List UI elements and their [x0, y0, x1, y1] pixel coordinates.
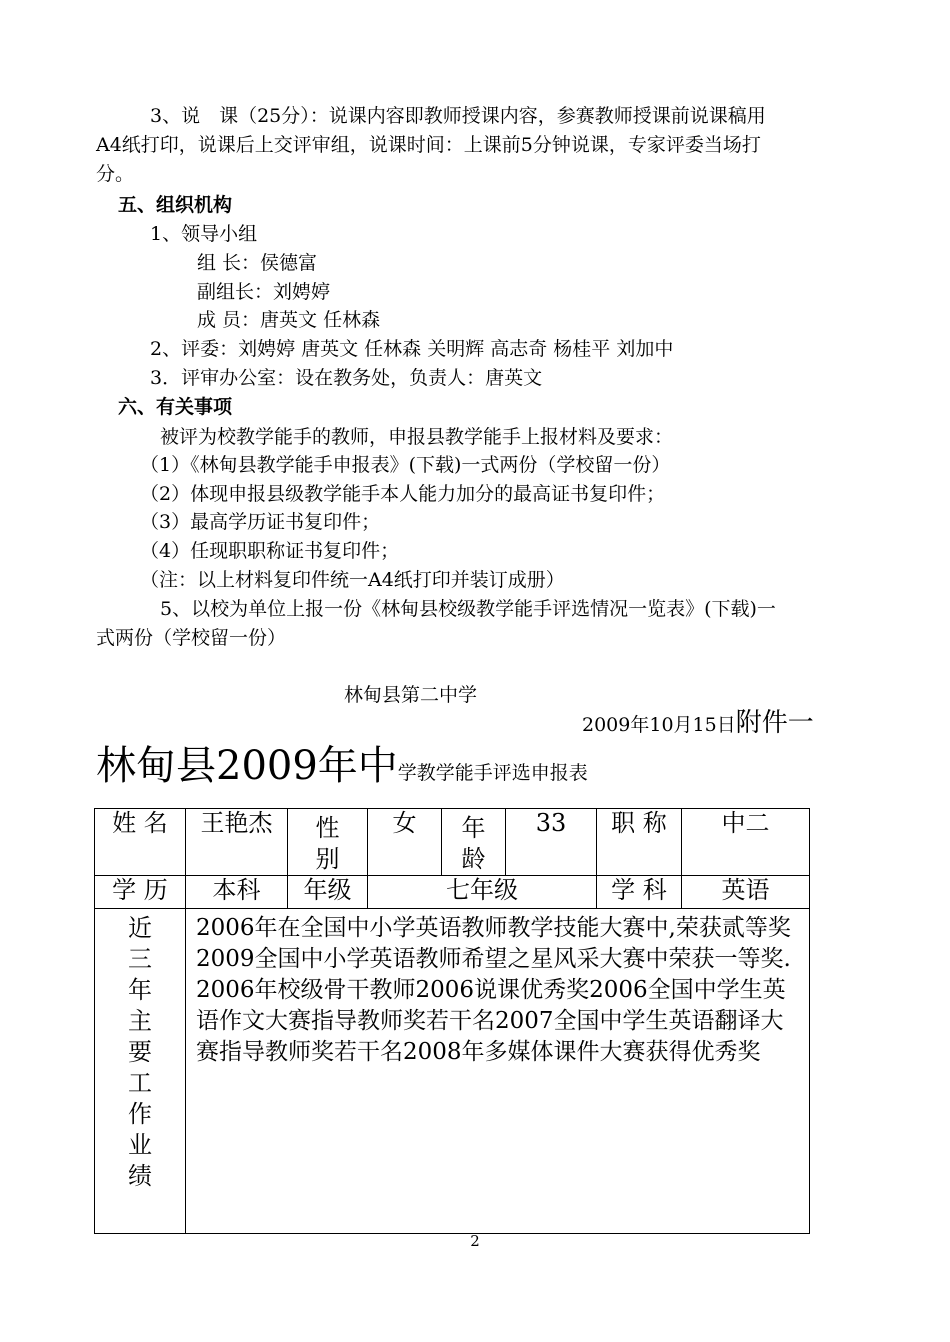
body-line-7: 副组长：刘娉婷 — [197, 281, 331, 303]
attachment-label: 附件一 — [735, 708, 814, 738]
achievements-value: 2006年在全国中小学英语教师教学技能大赛中,荣获贰等奖2009全国中小学英语教师希望之星风采大赛中荣获一等奖.2006年校级骨干教师2006说课优秀奖2006全国中学生英语作文大赛指导教师奖若干名2007全国中学生英语翻译大赛指导教师奖若干名2008年多媒体课件大赛获得优秀奖 — [186, 909, 810, 1234]
edu-label: 学 历 — [95, 876, 186, 909]
subject-value: 英语 — [682, 876, 810, 909]
grade-value: 七年级 — [368, 876, 597, 909]
signature-date-line — [582, 708, 814, 740]
body-line-2: A4纸打印，说课后上交评审组，说课时间：上课前5分钟说课，专家评委当场打 — [96, 134, 761, 156]
gender-label: 性别 — [315, 814, 340, 873]
section-heading-6: 六、有关事项 — [118, 396, 233, 418]
form-title-large: 林甸县2009年中 — [96, 743, 398, 789]
achievements-label-cell — [95, 909, 186, 1234]
section-heading-5: 五、组织机构 — [118, 194, 233, 216]
body-line-17: （注：以上材料复印件统一A4纸打印并装订成册） — [140, 569, 565, 591]
gender-label-cell — [288, 809, 368, 876]
name-label: 姓 名 — [95, 809, 186, 876]
body-line-1: 3、说 课（25分）：说课内容即教师授课内容，参赛教师授课前说课稿用 — [150, 105, 766, 127]
body-line-6: 组 长：侯德富 — [197, 252, 318, 274]
form-row-education — [95, 876, 810, 909]
form-title-small: 学教学能手评选申报表 — [397, 762, 588, 784]
body-line-12: 被评为校教学能手的教师，申报县教学能手上报材料及要求： — [160, 426, 674, 448]
signature-date: 2009年10月15日 — [582, 714, 736, 736]
body-line-18: 5、以校为单位上报一份《林甸县校级教学能手评选情况一览表》(下载)一 — [160, 598, 776, 620]
body-line-5: 1、领导小组 — [150, 223, 258, 245]
body-line-15: （3）最高学历证书复印件； — [140, 511, 381, 533]
name-value: 王艳杰 — [186, 809, 288, 876]
body-line-14: （2）体现申报县级教学能手本人能力加分的最高证书复印件； — [140, 483, 666, 505]
age-label-cell — [442, 809, 506, 876]
title-value: 中二 — [682, 809, 810, 876]
form-row-basic — [95, 809, 810, 876]
page-number: 2 — [470, 1232, 480, 1250]
body-line-13: （1）《林甸县教学能手申报表》(下载)一式两份（学校留一份） — [140, 454, 671, 476]
subject-label: 学 科 — [597, 876, 682, 909]
title-label: 职 称 — [597, 809, 682, 876]
body-line-9: 2、评委：刘娉婷 唐英文 任林森 关明辉 高志奇 杨桂平 刘加中 — [150, 338, 674, 360]
body-line-3: 分。 — [96, 163, 135, 185]
body-line-16: （4）任现职职称证书复印件； — [140, 540, 400, 562]
signature-school: 林甸县第二中学 — [344, 684, 478, 706]
age-value: 33 — [506, 809, 597, 876]
application-form-table — [94, 808, 810, 1234]
achievements-label: 近三年主要工作业绩 — [128, 914, 152, 1190]
form-title — [96, 738, 588, 801]
gender-value: 女 — [368, 809, 442, 876]
grade-label: 年级 — [288, 876, 368, 909]
age-label: 年龄 — [461, 814, 486, 873]
body-line-19: 式两份（学校留一份） — [96, 627, 287, 649]
edu-value: 本科 — [186, 876, 288, 909]
body-line-10: 3．评审办公室：设在教务处，负责人：唐英文 — [150, 367, 543, 389]
form-row-achievements — [95, 909, 810, 1234]
body-line-8: 成 员：唐英文 任林森 — [197, 309, 381, 331]
